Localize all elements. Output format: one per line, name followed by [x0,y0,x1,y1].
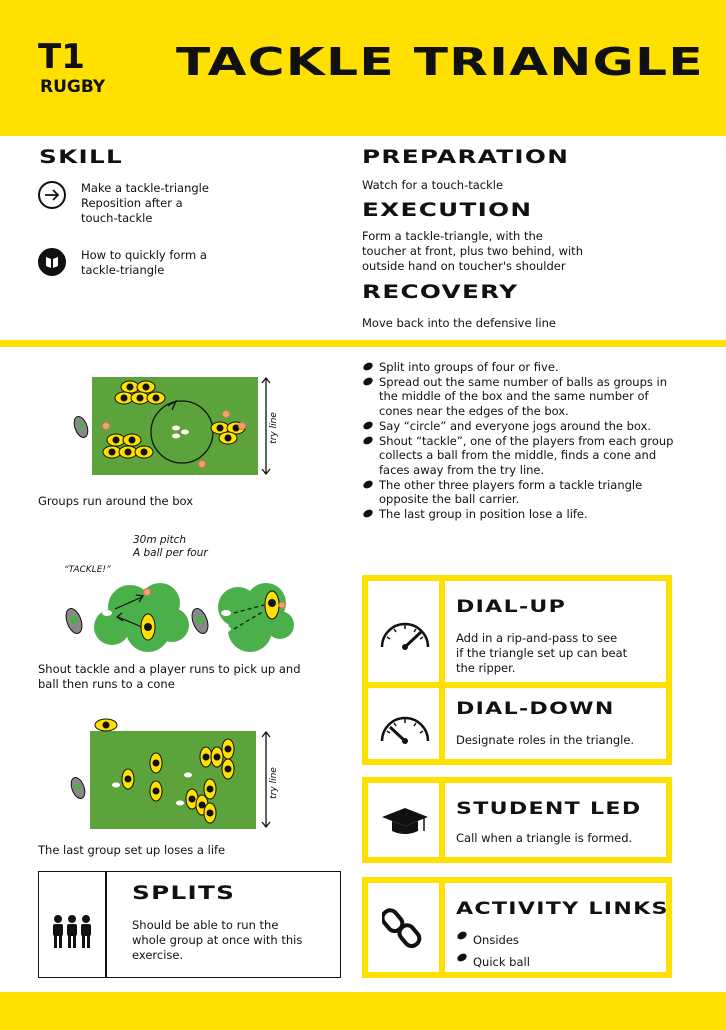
skill-item-1: Make a tackle-triangle Reposition after a touch-tackle [81,181,209,225]
page-title: TACKLE TRIANGLE [176,40,705,84]
book-icon [38,248,66,276]
recovery-heading: RECOVERY [362,281,519,303]
diagram-groups-circle [68,370,290,480]
execution-text: Form a tackle-triangle, with the toucher at front, plus two behind, with outside hand on toucher's shoulder [362,229,583,273]
dial-down-heading: DIAL-DOWN [456,699,615,719]
instruction-item: Shout “tackle”, one of the players from each group collects a ball from the middle, finds a cone and faces away from the try line. [362,434,674,478]
instructions-list [362,360,674,522]
section-divider [0,340,726,347]
instruction-item: The other three players form a tackle triangle opposite the ball carrier. [362,478,674,507]
dial-up-text: Add in a rip-and-pass to see if the triangle set up can beat the ripper. [456,631,628,675]
dial-down-text: Designate roles in the triangle. [456,733,635,747]
skill-item-2: How to quickly form a tackle-triangle [81,248,207,277]
bush-left [94,583,189,652]
splits-heading: SPLITS [132,882,236,904]
instruction-item: Spread out the same number of balls as groups in the middle of the box and the same number of cones near the edges of the box. [362,375,674,419]
diagram-3-caption: The last group set up loses a life [38,843,226,857]
diagram-2-note-1: 30m pitch [133,534,187,546]
arrow-right-icon [38,181,66,209]
activity-links-heading: ACTIVITY LINKS [456,899,669,919]
skill-heading: SKILL [39,146,124,168]
diagram-2-caption: Shout tackle and a player runs to pick up and ball then runs to a cone [38,662,301,691]
preparation-text: Watch for a touch-tackle [362,178,504,192]
try-line-label-1: try line [269,412,279,444]
logo-bottom-text: RUGBY [40,77,106,96]
diagram-2-note-2: A ball per four [133,547,208,559]
activity-links-list [456,929,530,973]
preparation-heading: PREPARATION [362,146,570,168]
instruction-item: The last group in position lose a life. [362,507,674,522]
bush-right [218,583,294,652]
footer-band [0,992,726,1030]
group-people-icon [50,914,94,952]
try-line-label-2: try line [269,767,279,799]
header-band [0,0,726,136]
splits-text: Should be able to run the whole group at once with this exercise. [132,918,303,962]
logo-top-text: T1 [38,38,85,77]
activity-links-card [362,877,672,978]
activity-link-onsides[interactable]: Onsides [456,929,530,951]
student-led-text: Call when a triangle is formed. [456,831,633,845]
student-led-heading: STUDENT LED [456,799,642,819]
diagram-last-group [64,715,290,831]
instruction-item: Say “circle” and everyone jogs around the box. [362,419,674,434]
dial-up-gauge-icon [378,615,432,651]
splits-card [38,871,341,978]
recovery-text: Move back into the defensive line [362,316,556,330]
t1-rugby-logo [36,38,108,96]
activity-link-quick-ball[interactable]: Quick ball [456,951,530,973]
chain-link-icon [382,907,422,951]
dial-up-heading: DIAL-UP [456,597,567,617]
diagram-1-caption: Groups run around the box [38,494,194,508]
diagram-2-shout: “TACKLE!” [64,565,111,575]
dial-card [362,575,672,765]
dial-down-gauge-icon [378,709,432,745]
execution-heading: EXECUTION [362,199,533,221]
graduation-cap-icon [380,805,430,839]
instruction-item: Split into groups of four or five. [362,360,674,375]
diagram-tackle-shout [60,575,300,660]
student-led-card [362,777,672,863]
